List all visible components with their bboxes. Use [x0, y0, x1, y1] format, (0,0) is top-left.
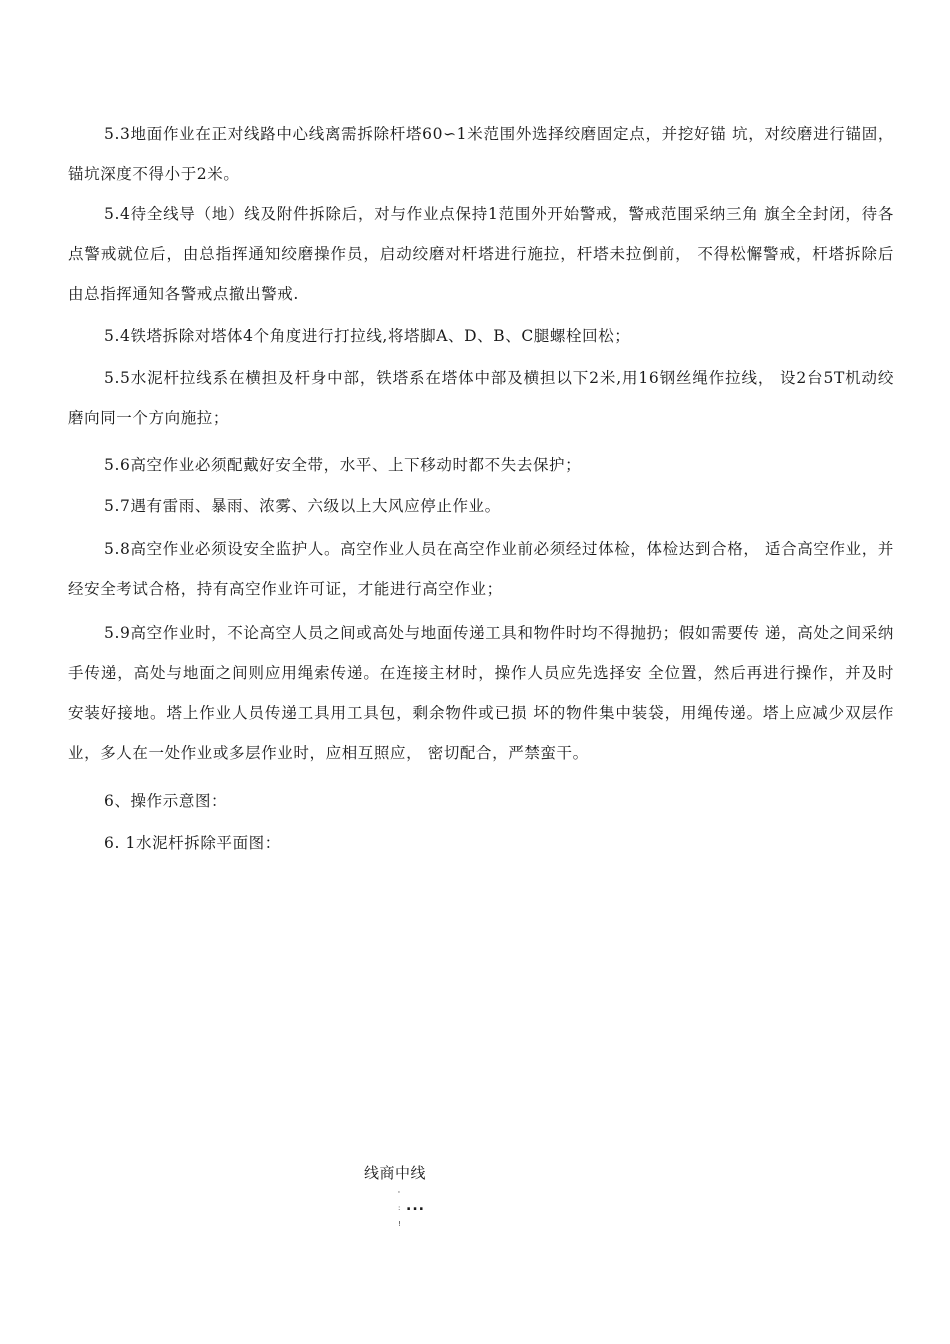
- section-6-1-heading: 6. 1水泥杆拆除平面图：: [104, 834, 281, 852]
- paragraph-5-9: 5.9高空作业时，不论高空人员之间或高处与地面传递工具和物件时均不得抛扔；假如需要传 递，高处之间采纳手传递，高处与地面之间则应用绳索传递。在连接主材时，操作人员应先选择安 全位置，然后再进行操作，并及时安装好接地。塔上作业人员传递工具用工具包，剩余物件或已损 坏的物件集中装袋，用绳传递。塔上应减少双层作业，多人在一处作业或多层作业时，应相互照应， 密切配合，严禁蛮干。: [68, 624, 894, 762]
- paragraph-5-5: 5.5水泥杆拉线系在横担及杆身中部，铁塔系在塔体中部及横担以下2米,用16钢丝绳作拉线， 设2台5T机动绞磨向同一个方向施拉；: [68, 369, 894, 427]
- figure-label: 线商中线: [364, 1164, 427, 1182]
- paragraph-5-3: 5.3地面作业在正对线路中心线离需拆除杆塔60∽1米范围外选择绞磨固定点，并挖好锚 坑，对绞磨进行锚固，锚坑深度不得小于2米。: [68, 125, 894, 183]
- centerline-mark: ': [398, 1190, 400, 1198]
- paragraph-5-4-warning: 5.4待全线导（地）线及附件拆除后，对与作业点保持1范围外开始警戒，警戒范围采纳三角 旗全全封闭，待各点警戒就位后，由总指挥通知绞磨操作员，启动绞磨对杆塔进行施拉，杆塔未拉倒前， 不得松懈警戒，杆塔拆除后由总指挥通知各警戒点撤出警戒.: [68, 205, 894, 303]
- paragraph-5-4-tower: 5.4铁塔拆除对塔体4个角度进行打拉线,将塔脚A、D、B、C腿螺栓回松；: [104, 327, 631, 345]
- paragraph-5-6: 5.6高空作业必须配戴好安全带，水平、上下移动时都不失去保护；: [104, 456, 582, 474]
- paragraph-5-7: 5.7遇有雷雨、暴雨、浓雾、六级以上大风应停止作业。: [104, 497, 501, 515]
- figure-ellipsis: ...: [406, 1198, 425, 1214]
- paragraph-5-8: 5.8高空作业必须设安全监护人。高空作业人员在高空作业前必须经过体检，体检达到合格， 适合高空作业，并经安全考试合格，持有高空作业许可证，才能进行高空作业；: [68, 540, 894, 598]
- centerline-mark: !: [398, 1220, 401, 1228]
- centerline-mark: :: [398, 1204, 401, 1212]
- section-6-heading: 6、操作示意图：: [104, 792, 228, 810]
